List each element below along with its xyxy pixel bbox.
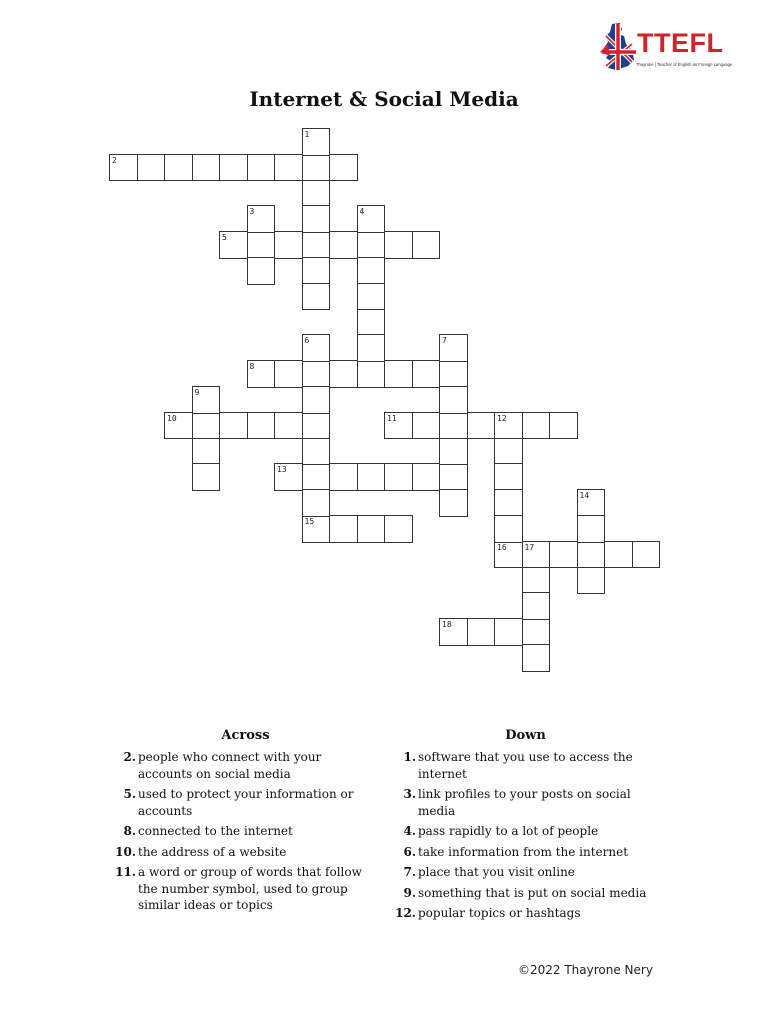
clue-number-label: 18 (442, 620, 452, 630)
clue-number: 6. (403, 844, 416, 859)
clue-item (395, 905, 653, 922)
clue-number-label: 8 (249, 362, 255, 372)
crossword-cell[interactable] (192, 386, 221, 414)
clue-number-label: 10 (167, 413, 177, 423)
clue-number-label: 5 (222, 233, 227, 243)
crossword-cell[interactable] (494, 515, 523, 543)
crossword-cell[interactable] (384, 463, 413, 491)
clue-number-label: 1 (304, 130, 310, 139)
crossword-cell[interactable] (302, 489, 331, 517)
clue-number: 3. (403, 787, 416, 801)
crossword-cell[interactable] (247, 231, 276, 259)
copyright-notice: ©2022 Thayrone Nery (518, 963, 653, 977)
clue-text: link profiles to your posts on social media (418, 787, 631, 818)
crossword-cell[interactable] (357, 515, 386, 543)
clue-number: 5. (123, 787, 136, 801)
crossword-cell[interactable] (357, 283, 386, 311)
crossword-cell[interactable] (137, 154, 166, 182)
crossword-cell[interactable] (604, 541, 633, 569)
crossword-cell[interactable] (329, 360, 358, 388)
clue-number: 8. (123, 824, 136, 838)
crossword-cell[interactable] (192, 412, 221, 440)
crossword-cell[interactable] (439, 334, 468, 362)
crossword-cell[interactable] (274, 463, 303, 491)
clue-item (118, 786, 373, 819)
crossword-cell[interactable] (412, 463, 441, 491)
crossword-cell[interactable] (522, 618, 551, 646)
crossword-cell[interactable] (329, 515, 358, 543)
crossword-cell[interactable] (494, 489, 523, 517)
clue-number: 4. (403, 824, 416, 838)
crossword-cell[interactable] (329, 154, 358, 182)
clue-text: popular topics or hashtags (418, 906, 581, 920)
crossword-cell[interactable] (302, 438, 331, 466)
crossword-cell[interactable] (384, 412, 413, 440)
clue-text: software that you use to access the internet (418, 750, 633, 781)
crossword-cell[interactable] (109, 154, 138, 182)
crossword-cell[interactable] (274, 231, 303, 259)
crossword-cell[interactable] (357, 205, 386, 233)
crossword-cell[interactable] (439, 438, 468, 466)
clue-number-label: 9 (194, 388, 200, 397)
clue-text: place that you visit online (418, 865, 575, 879)
crossword-cell[interactable] (522, 412, 551, 440)
crossword-cell[interactable] (549, 541, 578, 569)
crossword-cell[interactable] (247, 412, 276, 440)
crossword-cell[interactable] (412, 231, 441, 259)
crossword-cell[interactable] (302, 154, 331, 182)
clue-text: the address of a website (138, 844, 287, 859)
crossword-cell[interactable] (247, 360, 276, 388)
crossword-cell[interactable] (439, 618, 468, 646)
clue-item (398, 823, 653, 840)
clue-item (118, 823, 373, 840)
crossword-cell[interactable] (302, 231, 331, 259)
clue-item (398, 786, 653, 819)
crossword-cell[interactable] (384, 515, 413, 543)
clue-number: 12. (395, 906, 416, 920)
clue-item (398, 885, 653, 902)
clue-number-label: 17 (524, 542, 535, 552)
clue-number-label: 7 (442, 336, 447, 346)
crossword-cell[interactable] (577, 541, 606, 569)
clue-number-label: 2 (112, 155, 117, 165)
crossword-cell[interactable] (302, 360, 331, 388)
crossword-cell[interactable] (494, 618, 523, 646)
logo-tagline: Thayrone | Teacher of English as Foreign Language (636, 62, 733, 67)
crossword-cell[interactable] (192, 463, 221, 491)
logo-wordmark: TTEFL (637, 28, 724, 58)
crossword-cell[interactable] (357, 334, 386, 362)
crossword-cell[interactable] (247, 154, 276, 182)
down-heading: Down (505, 728, 546, 743)
crossword-cell[interactable] (192, 154, 221, 182)
clue-number: 10. (115, 844, 136, 859)
crossword-cell[interactable] (274, 412, 303, 440)
clue-item (398, 749, 653, 782)
crossword-cell[interactable] (357, 463, 386, 491)
crossword-cell[interactable] (439, 412, 468, 440)
crossword-cell[interactable] (302, 180, 331, 208)
clue-text: used to protect your information or accounts (138, 787, 354, 818)
crossword-cell[interactable] (357, 231, 386, 259)
crossword-cell[interactable] (164, 412, 193, 440)
crossword-cell[interactable] (494, 412, 523, 440)
crossword-cell[interactable] (467, 412, 496, 440)
crossword-cell[interactable] (302, 257, 331, 285)
clue-number: 2. (123, 750, 136, 764)
crossword-cell[interactable] (302, 412, 331, 440)
crossword-cell[interactable] (357, 360, 386, 388)
crossword-cell[interactable] (384, 360, 413, 388)
crossword-cell[interactable] (219, 154, 248, 182)
crossword-cell[interactable] (412, 412, 441, 440)
clue-text: take information from the internet (418, 844, 629, 859)
clue-item (118, 749, 373, 782)
clue-number-label: 4 (359, 207, 365, 217)
crossword-cell[interactable] (302, 386, 331, 414)
crossword-cell[interactable] (494, 438, 523, 466)
crossword-cell[interactable] (522, 592, 551, 620)
clue-number: 11. (115, 865, 136, 879)
clue-item (398, 864, 653, 881)
clue-number: 9. (403, 885, 416, 900)
crossword-cell[interactable] (274, 360, 303, 388)
crossword-cell[interactable] (302, 334, 331, 362)
crossword-cell[interactable] (467, 618, 496, 646)
crossword-cell[interactable] (412, 360, 441, 388)
crossword-cell[interactable] (522, 567, 551, 595)
crossword-cell[interactable] (384, 231, 413, 259)
clue-text: something that is put on social media (418, 885, 647, 900)
crossword-cell[interactable] (439, 489, 468, 517)
clue-item (115, 864, 373, 914)
clue-text: a word or group of words that follow the number symbol, used to group similar ideas or topics (138, 865, 362, 912)
crossword-cell[interactable] (494, 541, 523, 569)
crossword-cell[interactable] (302, 283, 331, 311)
crossword-cell[interactable] (247, 257, 276, 285)
crossword-cell[interactable] (164, 154, 193, 182)
crossword-cell[interactable] (522, 644, 551, 672)
crossword-cell[interactable] (577, 515, 606, 543)
crossword-cell[interactable] (522, 541, 551, 569)
crossword-cell[interactable] (329, 231, 358, 259)
clue-number-label: 13 (277, 465, 287, 475)
clue-number-label: 16 (497, 542, 507, 552)
crossword-cell[interactable] (274, 154, 303, 182)
crossword-cell[interactable] (439, 463, 468, 491)
clue-item (115, 844, 373, 861)
crossword-cell[interactable] (577, 489, 606, 517)
across-heading: Across (221, 728, 270, 743)
crossword-cell[interactable] (219, 231, 248, 259)
clue-text: connected to the internet (138, 824, 293, 838)
crossword-cell[interactable] (192, 438, 221, 466)
clue-number-label: 12 (497, 413, 507, 423)
crossword-cell[interactable] (302, 128, 331, 156)
crossword-cell[interactable] (357, 309, 386, 337)
crossword-cell[interactable] (357, 257, 386, 285)
clue-item (398, 844, 653, 861)
clue-number-label: 14 (579, 491, 590, 501)
clue-number: 7. (403, 865, 416, 879)
page-title: Internet & Social Media (249, 87, 519, 111)
clue-number-label: 3 (249, 207, 255, 217)
crossword-cell[interactable] (494, 463, 523, 491)
crossword-cell[interactable] (302, 205, 331, 233)
clue-number-label: 11 (387, 413, 397, 423)
crossword-cell[interactable] (302, 463, 331, 491)
crossword-cell[interactable] (219, 412, 248, 440)
crossword-cell[interactable] (329, 463, 358, 491)
crossword-cell[interactable] (577, 567, 606, 595)
across-clues (115, 728, 373, 918)
clue-number-label: 6 (304, 336, 310, 346)
clue-text: people who connect with your accounts on social media (138, 750, 322, 781)
crossword-cell[interactable] (439, 360, 468, 388)
crossword-cell[interactable] (549, 412, 578, 440)
clue-number-label: 15 (304, 517, 315, 526)
crossword-cell[interactable] (632, 541, 661, 569)
clue-text: pass rapidly to a lot of people (418, 824, 599, 838)
clue-number: 1. (403, 750, 416, 764)
down-clues (395, 728, 653, 926)
crossword-cell[interactable] (247, 205, 276, 233)
crossword-cell[interactable] (302, 515, 331, 543)
crossword-cell[interactable] (439, 386, 468, 414)
